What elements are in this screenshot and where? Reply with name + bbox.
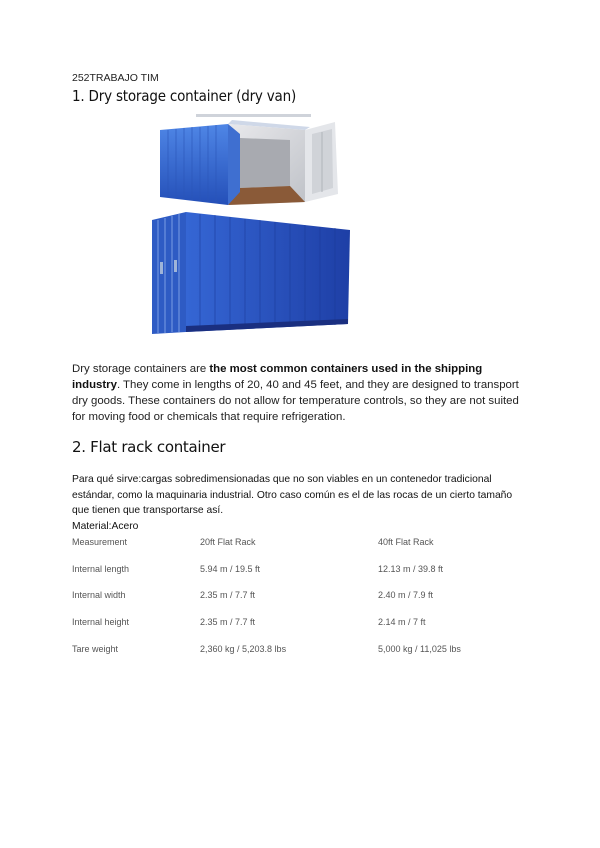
table-row [72,564,532,591]
section-1-heading: 1. Dry storage container (dry van) [72,87,297,105]
table-row [72,590,532,617]
row-value-40ft: 12.13 m / 39.8 ft [378,563,444,574]
document-id: 252TRABAJO TIM [72,72,159,84]
row-value-20ft: 2.35 m / 7.7 ft [200,590,256,601]
row-value-40ft: 5,000 kg / 11,025 lbs [378,643,461,654]
para-prefix: Dry storage containers are [72,363,210,375]
section-1-paragraph [72,361,522,425]
row-label: Internal width [72,590,126,601]
para-bold: the most common containers used in the shipping industry [72,363,483,391]
purpose-text: Para qué sirve:cargas sobredimensionadas que no son viables en un contenedor tradicional estándar, como la maquinaria industrial. Otro caso común es el de las rocas de un cierto tamaño que tienen que transportarse así. [72,474,513,516]
row-value-20ft: 2.35 m / 7.7 ft [200,617,256,628]
row-label: Internal height [72,617,130,628]
row-value-40ft: 2.40 m / 7.9 ft [378,590,434,601]
section-2-paragraph [72,472,532,534]
closed-container-illustration [152,212,350,334]
row-label: Internal length [72,563,130,574]
row-label: Tare weight [72,643,119,654]
open-container-illustration [160,120,338,205]
table-header-row [72,537,532,564]
para-suffix: . They come in lengths of 20, 40 and 45 feet, and they are designed to transport dry goods. These containers do not allow for temperature controls, so they are not suited for moving food or chemicals that require refrigeration. [72,379,519,423]
header-measurement: Measurement [72,537,128,547]
row-value-20ft: 5.94 m / 19.5 ft [200,563,261,574]
table-row [72,644,532,671]
shipping-container-image [140,112,360,338]
row-value-40ft: 2.14 m / 7 ft [378,617,426,628]
flat-rack-spec-table [72,537,532,670]
header-20ft: 20ft Flat Rack [200,537,256,547]
section-2-heading: 2. Flat rack container [72,438,226,456]
row-value-20ft: 2,360 kg / 5,203.8 lbs [200,643,287,654]
table-row [72,617,532,644]
material-text: Material:Acero [72,520,139,532]
header-40ft: 40ft Flat Rack [378,537,434,547]
